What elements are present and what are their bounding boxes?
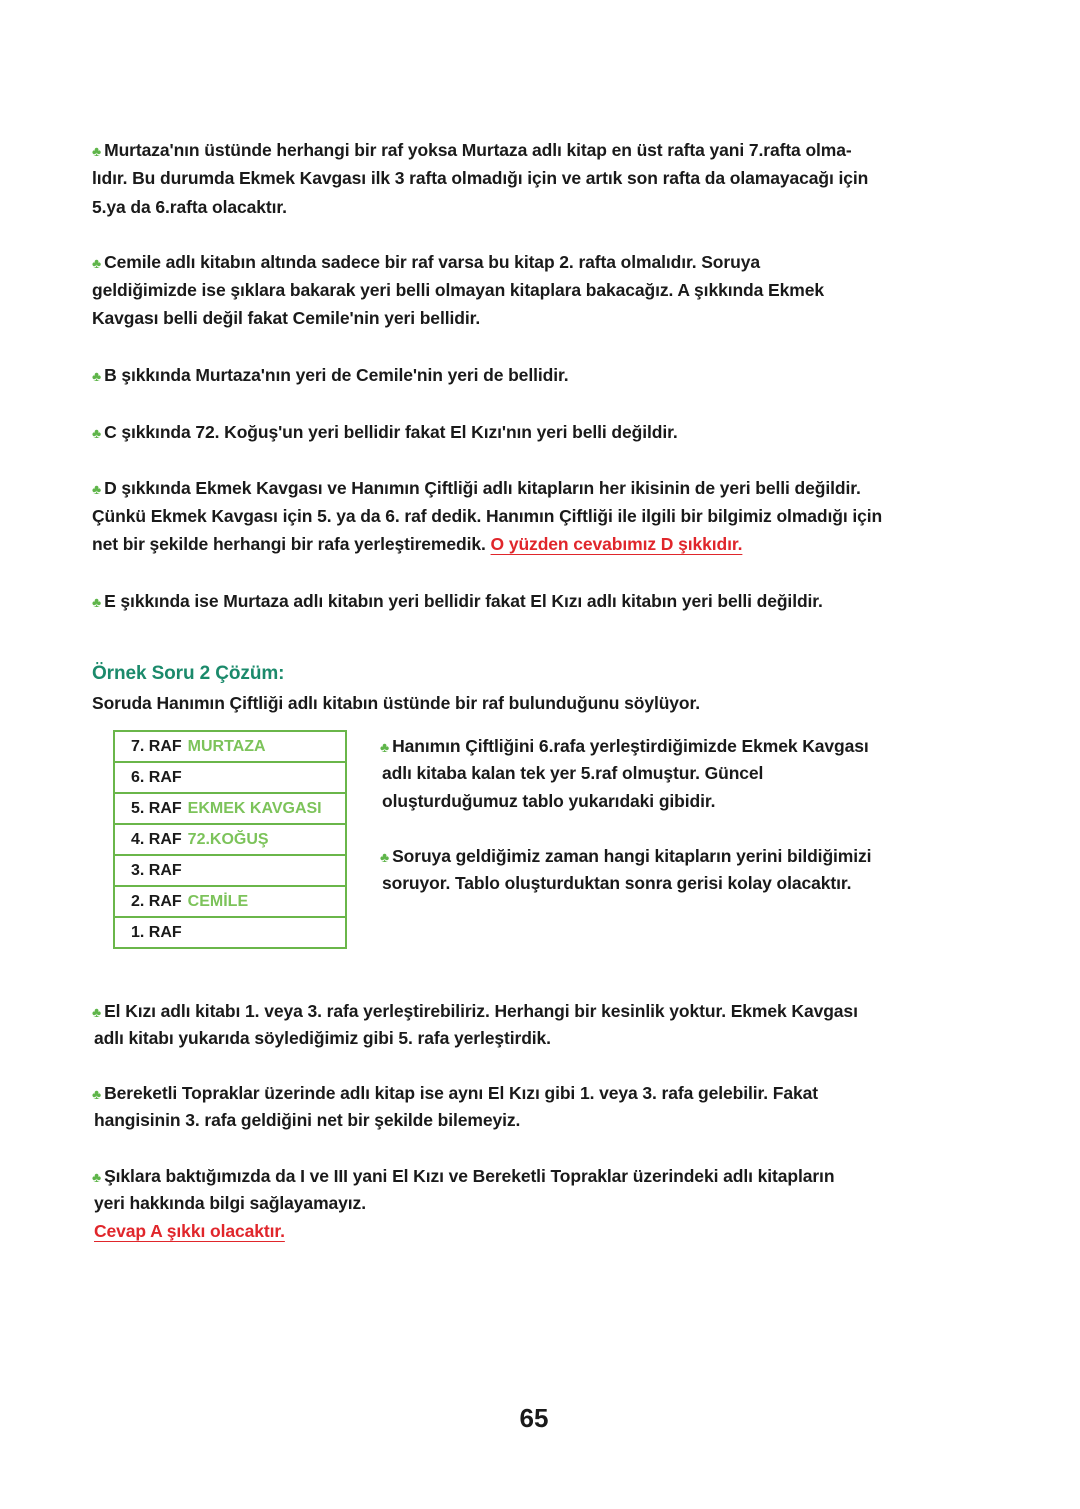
book-name: EKMEK KAVGASI bbox=[187, 799, 322, 817]
shelf-label: 7. RAF bbox=[131, 737, 182, 755]
section-heading: Örnek Soru 2 Çözüm: bbox=[92, 663, 285, 684]
leaf-bullet-icon: ♣ bbox=[92, 481, 102, 497]
paragraph-5-line bbox=[92, 477, 861, 500]
paragraph-7-line bbox=[92, 1000, 858, 1023]
intro-text: Soruda Hanımın Çiftliği adlı kitabın üstünde bir raf bulunduğunu söylüyor. bbox=[92, 693, 701, 713]
side-note-1-line: oluşturduğumuz tablo yukarıdaki gibidir. bbox=[382, 791, 716, 811]
paragraph-4-line bbox=[92, 421, 678, 444]
shelf-label: 4. RAF bbox=[131, 830, 182, 848]
answer-highlight: O yüzden cevabımız D şıkkıdır. bbox=[490, 534, 743, 554]
shelf-label: 2. RAF bbox=[131, 892, 182, 910]
leaf-bullet-icon: ♣ bbox=[380, 739, 390, 755]
paragraph-7-line: adlı kitabı yukarıda söylediğimiz gibi 5. rafa yerleştirdik. bbox=[94, 1028, 551, 1048]
leaf-bullet-icon: ♣ bbox=[92, 255, 102, 271]
leaf-bullet-icon: ♣ bbox=[92, 1004, 102, 1020]
text: Bereketli Topraklar üzerinde adlı kitap ise aynı El Kızı gibi 1. veya 3. rafa gelebilir. Fakat bbox=[104, 1083, 818, 1103]
text: E şıkkında ise Murtaza adlı kitabın yeri bellidir fakat El Kızı adlı kitabın yeri belli değildir. bbox=[104, 591, 823, 611]
book-name: CEMİLE bbox=[187, 892, 249, 910]
text: C şıkkında 72. Koğuş'un yeri bellidir fakat El Kızı'nın yeri belli değildir. bbox=[104, 422, 678, 442]
leaf-bullet-icon: ♣ bbox=[380, 849, 390, 865]
paragraph-6-line bbox=[92, 590, 823, 613]
text: Şıklara baktığımızda da I ve III yani El Kızı ve Bereketli Topraklar üzerindeki adlı kitapların bbox=[104, 1166, 835, 1186]
shelf-row bbox=[115, 856, 345, 887]
paragraph-1-line: lıdır. Bu durumda Ekmek Kavgası ilk 3 rafta olmadığı için ve artık son rafta da olamayacağı için bbox=[92, 168, 869, 188]
shelf-row bbox=[115, 887, 345, 918]
text: Soruya geldiğimiz zaman hangi kitapların yerini bildiğimizi bbox=[392, 846, 872, 866]
text: El Kızı adlı kitabı 1. veya 3. rafa yerleştirebiliriz. Herhangi bir kesinlik yoktur. Ekmek Kavgası bbox=[104, 1001, 858, 1021]
paragraph-2-line: geldiğimizde ise şıklara bakarak yeri belli olmayan kitaplara bakacağız. A şıkkında Ekmek bbox=[92, 280, 824, 300]
paragraph-2-line bbox=[92, 251, 760, 274]
paragraph-1-line bbox=[92, 139, 852, 162]
text: B şıkkında Murtaza'nın yeri de Cemile'nin yeri de bellidir. bbox=[104, 365, 569, 385]
shelf-row bbox=[115, 794, 345, 825]
leaf-bullet-icon: ♣ bbox=[92, 425, 102, 441]
text: Hanımın Çiftliğini 6.rafa yerleştirdiğimizde Ekmek Kavgası bbox=[392, 736, 869, 756]
book-name: MURTAZA bbox=[187, 737, 266, 755]
side-note-2-line bbox=[380, 845, 871, 868]
leaf-bullet-icon: ♣ bbox=[92, 368, 102, 384]
text: Murtaza'nın üstünde herhangi bir raf yoksa Murtaza adlı kitap en üst rafta yani 7.rafta olma- bbox=[104, 140, 852, 160]
page-number: 65 bbox=[519, 1403, 549, 1433]
shelf-table bbox=[113, 730, 347, 949]
paragraph-9-line bbox=[92, 1165, 834, 1188]
answer-highlight: Cevap A şıkkı olacaktır. bbox=[94, 1221, 285, 1241]
leaf-bullet-icon: ♣ bbox=[92, 1086, 102, 1102]
paragraph-5-line bbox=[92, 533, 742, 555]
paragraph-2-line: Kavgası belli değil fakat Cemile'nin yeri bellidir. bbox=[92, 308, 481, 328]
paragraph-8-line: hangisinin 3. rafa geldiğini net bir şekilde bilemeyiz. bbox=[94, 1110, 521, 1130]
shelf-row bbox=[115, 732, 345, 763]
paragraph-3-line bbox=[92, 364, 568, 387]
side-note-2-line: soruyor. Tablo oluşturduktan sonra gerisi kolay olacaktır. bbox=[382, 873, 852, 893]
shelf-label: 3. RAF bbox=[131, 861, 182, 879]
shelf-label: 1. RAF bbox=[131, 923, 182, 941]
text: D şıkkında Ekmek Kavgası ve Hanımın Çiftliği adlı kitapların her ikisinin de yeri belli değildir. bbox=[104, 478, 861, 498]
paragraph-8-line bbox=[92, 1082, 818, 1105]
book-name: 72.KOĞUŞ bbox=[187, 830, 269, 848]
text: Cemile adlı kitabın altında sadece bir raf varsa bu kitap 2. rafta olmalıdır. Soruya bbox=[104, 252, 760, 272]
shelf-row bbox=[115, 763, 345, 794]
paragraph-1-line: 5.ya da 6.rafta olacaktır. bbox=[92, 197, 287, 217]
shelf-label: 5. RAF bbox=[131, 799, 182, 817]
paragraph-5-line: Çünkü Ekmek Kavgası için 5. ya da 6. raf dedik. Hanımın Çiftliği ile ilgili bir bilgimiz olmadığı için bbox=[92, 506, 883, 526]
shelf-row bbox=[115, 918, 345, 947]
leaf-bullet-icon: ♣ bbox=[92, 594, 102, 610]
side-note-1-line: adlı kitaba kalan tek yer 5.raf olmuştur. Güncel bbox=[382, 763, 764, 783]
shelf-label: 6. RAF bbox=[131, 768, 182, 786]
side-note-1-line bbox=[380, 735, 869, 758]
leaf-bullet-icon: ♣ bbox=[92, 1169, 102, 1185]
leaf-bullet-icon: ♣ bbox=[92, 143, 102, 159]
paragraph-9-line: yeri hakkında bilgi sağlayamayız. bbox=[94, 1193, 366, 1213]
text: net bir şekilde herhangi bir rafa yerleştiremedik. bbox=[92, 534, 486, 554]
shelf-row bbox=[115, 825, 345, 856]
